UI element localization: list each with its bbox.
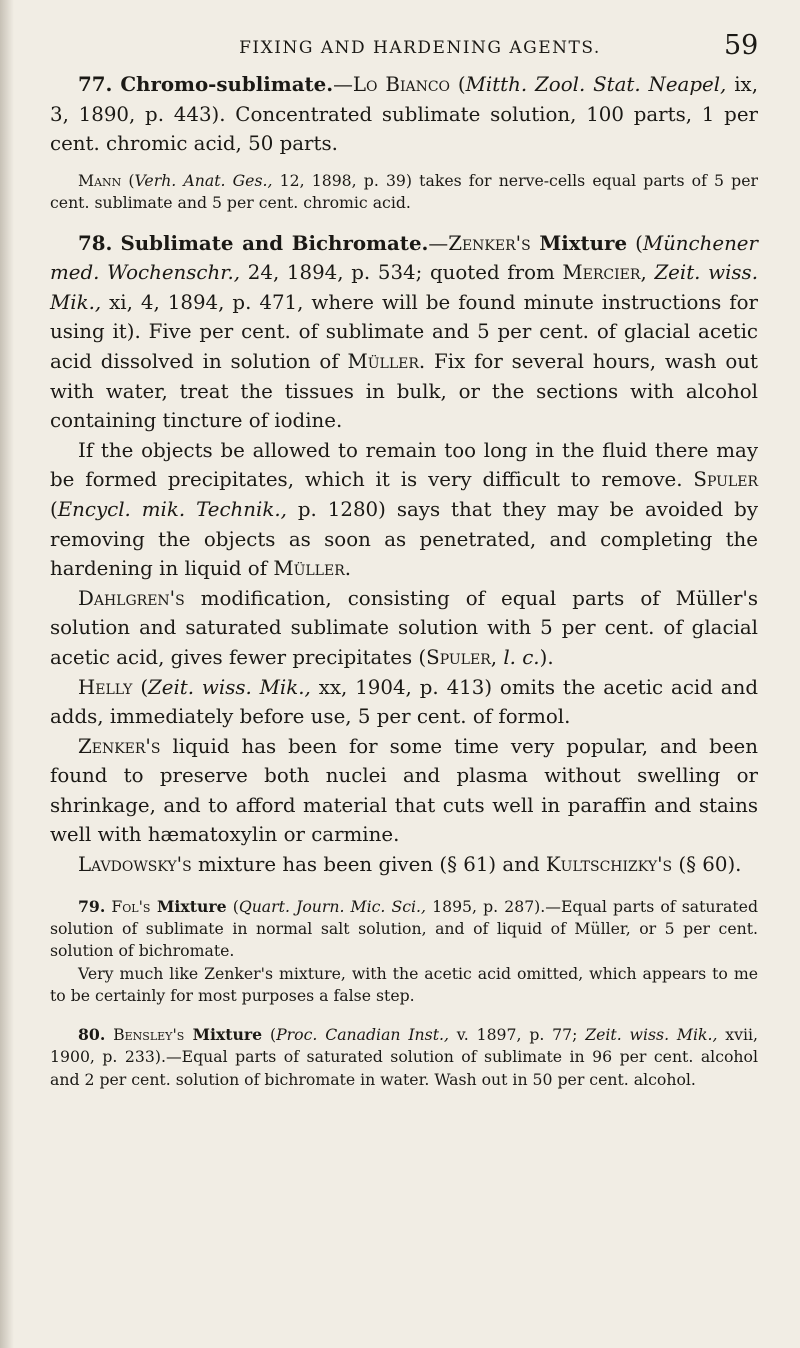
author-kultschizky: Kultschizky's — [545, 853, 673, 877]
journal-citation: Zeit. wiss. Mik., — [50, 261, 758, 314]
section-77-title: Chromo-sublimate. — [120, 72, 334, 96]
section-79-number: 79. — [78, 896, 106, 916]
section-78-paragraph: 78. Sublimate and Bichromate.—Zenker's Mixture (Münchener med. Wochenschr., 24, 1894, p. 534; quoted from Mercier, Zeit. wiss. Mik., xi, 4, 1894, p. 471, where will be found minute instructions for using it). Five per cent. of sublimate and 5 per cent. of glacial acetic acid dissolved in solution of Müller. Fix for several hours, wash out with water, treat the tissues in bulk, or the sections with alcohol containing tincture of iodine. — [50, 230, 758, 433]
section-78-paragraph-6: Lavdowsky's mixture has been given (§ 61) and Kultschizky's (§ 60). — [78, 853, 742, 877]
section-77-note: Mann (Verh. Anat. Ges., 12, 1898, p. 39) takes for nerve-cells equal parts of 5 per cent. sublimate and 5 per cent. chromic acid. — [50, 170, 758, 213]
section-78-number: 78. — [78, 230, 113, 255]
running-header: FIXING AND HARDENING AGENTS. — [239, 38, 601, 58]
section-79-paragraph-2: Very much like Zenker's mixture, with the acetic acid omitted, which appears to me to be certainly for most purposes a false step. — [50, 963, 758, 1006]
journal-citation: Encycl. mik. Technik., — [57, 497, 287, 521]
section-80-paragraph: 80. Bensley's Mixture (Proc. Canadian Inst., v. 1897, p. 77; Zeit. wiss. Mik., xvii, 1900, p. 233).—Equal parts of saturated solution of sublimate in 96 per cent. alcohol and 2 per cent. solution of bichromate in water. Wash out in 50 per cent. alcohol. — [50, 1024, 758, 1089]
journal-citation: Zeit. wiss. Mik., — [585, 1024, 718, 1044]
journal-citation: Proc. Canadian Inst., — [276, 1024, 449, 1044]
section-78-title: Sublimate and Bichromate. — [120, 230, 429, 255]
author-mercier: Mercier — [562, 261, 641, 285]
author-muller: Müller — [347, 349, 419, 373]
author-mann: Mann — [78, 170, 122, 190]
author-spuler: Spuler — [693, 468, 758, 492]
author-bensley: Bensley's — [113, 1024, 185, 1044]
page-number: 59 — [724, 30, 759, 61]
section-80-number: 80. — [78, 1024, 106, 1044]
page-body — [50, 70, 758, 1091]
author-muller: Müller — [273, 557, 345, 581]
section-78-paragraph-5: Zenker's liquid has been for some time very popular, and been found to preserve both nuclei and plasma without swelling or shrinkage, and to afford material that cuts well in paraffin and stains well with hæmatoxylin or carmine. — [50, 734, 758, 847]
journal-citation: Münchener med. Wochenschr., — [50, 231, 758, 285]
author-zenker: Zenker's — [78, 734, 161, 758]
section-79-title: Mixture — [150, 896, 227, 916]
author-spuler: Spuler — [426, 645, 491, 669]
section-79-paragraph: 79. Fol's Mixture (Quart. Journ. Mic. Sci., 1895, p. 287).—Equal parts of saturated solution of sublimate in normal salt solution, and of liquid of Müller, or 5 per cent. solution of bichromate. — [50, 896, 758, 961]
section-80-title: Mixture — [184, 1024, 263, 1044]
author-helly: Helly — [78, 675, 133, 699]
section-78-paragraph-3: Dahlgren's modification, consisting of equal parts of Müller's solution and saturated sublimate solution with 5 per cent. of glacial acetic acid, gives fewer precipitates (Spuler, l. c.). — [50, 586, 758, 669]
author-lavdowsky: Lavdowsky's — [78, 853, 192, 877]
author-dahlgren: Dahlgren's — [78, 586, 185, 610]
section-78-paragraph-4: Helly (Zeit. wiss. Mik., xx, 1904, p. 413) omits the acetic acid and adds, immediately before use, 5 per cent. of formol. — [50, 675, 758, 729]
journal-citation: Mitth. Zool. Stat. Neapel, — [465, 73, 727, 96]
author-zenker: Zenker's — [448, 231, 531, 255]
journal-citation: Verh. Anat. Ges., — [134, 170, 273, 190]
author-lo-bianco: Lo Bianco — [352, 73, 451, 96]
section-77-number: 77. — [78, 72, 113, 96]
section-78-paragraph-2: If the objects be allowed to remain too long in the fluid there may be formed precipitates, which it is very difficult to remove. Spuler (Encycl. mik. Technik., p. 1280) says that they may be avoided by removing the objects as soon as penetrated, and completing the hardening in liquid of Müller. — [50, 438, 759, 581]
journal-citation: Quart. Journ. Mic. Sci., — [238, 896, 427, 916]
author-fol: Fol's — [111, 896, 151, 916]
page-gutter-shadow — [0, 0, 14, 1348]
journal-citation: Zeit. wiss. Mik., — [148, 675, 311, 699]
section-77-paragraph: 77. Chromo-sublimate.—Lo Bianco (Mitth. Zool. Stat. Neapel, ix, 3, 1890, p. 443). Concentrated sublimate solution, 100 parts, 1 per cent. chromic acid, 50 parts. — [50, 72, 758, 156]
